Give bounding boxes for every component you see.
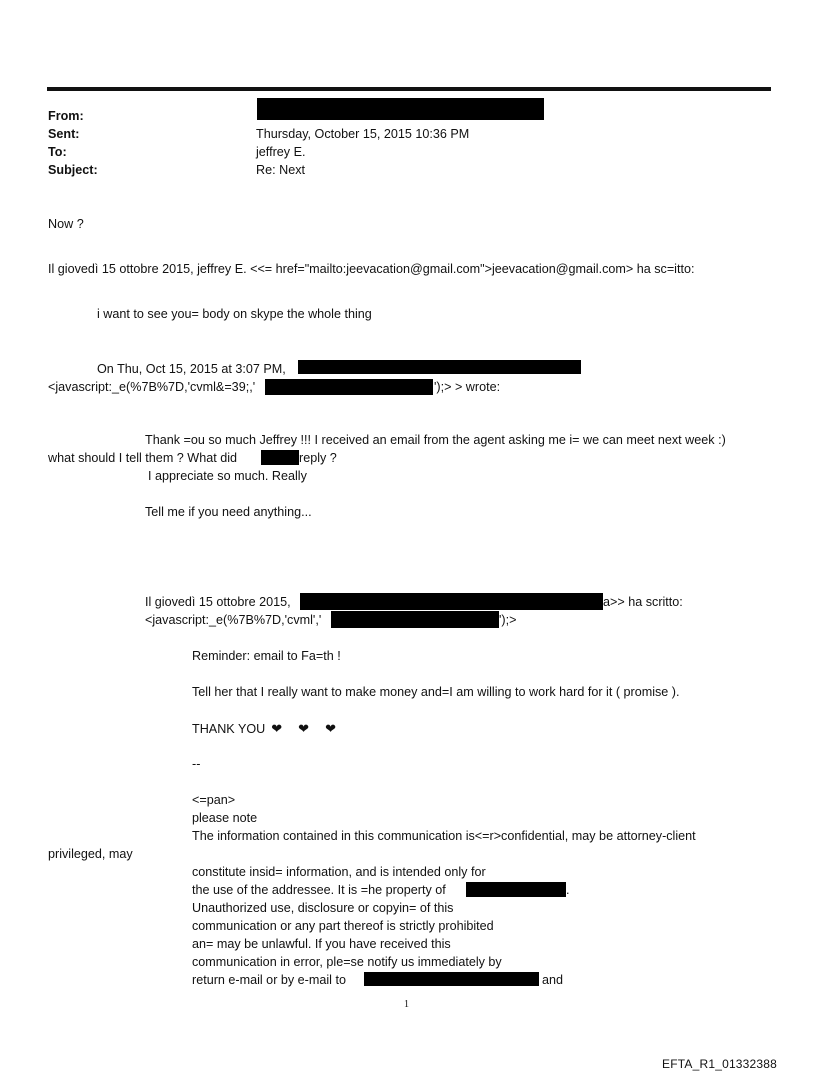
disclaimer-line-5: Unauthorized use, disclosure or copyin= of this — [192, 901, 454, 915]
span-tag: <=pan> — [192, 793, 236, 807]
quote1-text: i want to see you= body on skype the whole thing — [97, 307, 372, 321]
sent-label: Sent: — [48, 127, 80, 141]
quote2-line2a: what should I tell them ? What did — [48, 451, 238, 465]
quote2-intro-a: On Thu, Oct 15, 2015 at 3:07 PM, — [97, 362, 286, 376]
body-line-now: Now ? — [48, 217, 84, 231]
header-rule — [47, 87, 771, 91]
quote2-intro-b2: ');> > wrote: — [434, 380, 501, 394]
signature-dash: -- — [192, 757, 201, 771]
thank-you-line — [192, 720, 336, 738]
to-label: To: — [48, 145, 67, 159]
quote3-intro-b: a>> ha scritto: — [603, 595, 683, 609]
subject-label: Subject: — [48, 163, 98, 177]
disclaimer-line-9b: and — [542, 973, 564, 987]
redacted-email-1 — [265, 379, 433, 395]
page-number: 1 — [404, 999, 409, 1010]
heart-icon: ❤ — [325, 721, 336, 736]
reminder-line: Reminder: email to Fa=th ! — [192, 649, 341, 663]
redacted-email-3 — [364, 972, 539, 986]
quote1-intro: Il giovedì 15 ottobre 2015, jeffrey E. <<= href="mailto:jeevacation@gmail.com">jeevacation@gmail.com> ha sc=itto: — [48, 262, 695, 276]
please-note: please note — [192, 811, 258, 825]
disclaimer-line-1: The information contained in this communication is<=r>confidential, may be attorney-client — [192, 829, 696, 843]
from-label: From: — [48, 109, 84, 123]
quote2-intro-b1: <javascript:_e(%7B%7D,'cvml&=39;,' — [48, 380, 256, 394]
redacted-sender — [257, 98, 544, 120]
heart-icon: ❤ — [298, 721, 310, 736]
disclaimer-line-3: constitute insid= information, and is intended only for — [192, 865, 486, 879]
quote2-line1: Thank =ou so much Jeffrey !!! I received an email from the agent asking me i= we can meet next week :) — [145, 433, 726, 447]
quote2-line3: I appreciate so much. Really — [148, 469, 307, 483]
quote2-line2b: reply ? — [299, 451, 337, 465]
disclaimer-line-6: communication or any part thereof is strictly prohibited — [192, 919, 494, 933]
tell-her-line: Tell her that I really want to make money and=I am willing to work hard for it ( promise ). — [192, 685, 680, 699]
bates-number: EFTA_R1_01332388 — [662, 1057, 778, 1071]
disclaimer-line-4a: the use of the addressee. It is =he property of — [192, 883, 446, 897]
quote3-js-a: <javascript:_e(%7B%7D,'cvml',' — [145, 613, 322, 627]
heart-icon: ❤ — [271, 721, 283, 736]
quote2-line4: Tell me if you need anything... — [145, 505, 312, 519]
redacted-sender-email — [298, 360, 581, 374]
redacted-email-2 — [331, 611, 499, 628]
redacted-sender-2 — [300, 593, 603, 610]
disclaimer-line-8: communication in error, ple=se notify us immediately by — [192, 955, 502, 969]
disclaimer-line-9a: return e-mail or by e-mail to — [192, 973, 346, 987]
sent-value: Thursday, October 15, 2015 10:36 PM — [256, 127, 470, 141]
quote3-intro-a: Il giovedì 15 ottobre 2015, — [145, 595, 291, 609]
disclaimer-line-7: an= may be unlawful. If you have received this — [192, 937, 451, 951]
to-value: jeffrey E. — [256, 145, 306, 159]
disclaimer-line-4b: . — [566, 883, 570, 897]
quote3-js-b: ');> — [499, 613, 517, 627]
subject-value: Re: Next — [256, 163, 305, 177]
redacted-name — [261, 450, 299, 465]
redacted-company — [466, 882, 566, 897]
disclaimer-line-2: privileged, may — [48, 847, 133, 861]
thank-you-text: THANK YOU — [192, 722, 266, 736]
